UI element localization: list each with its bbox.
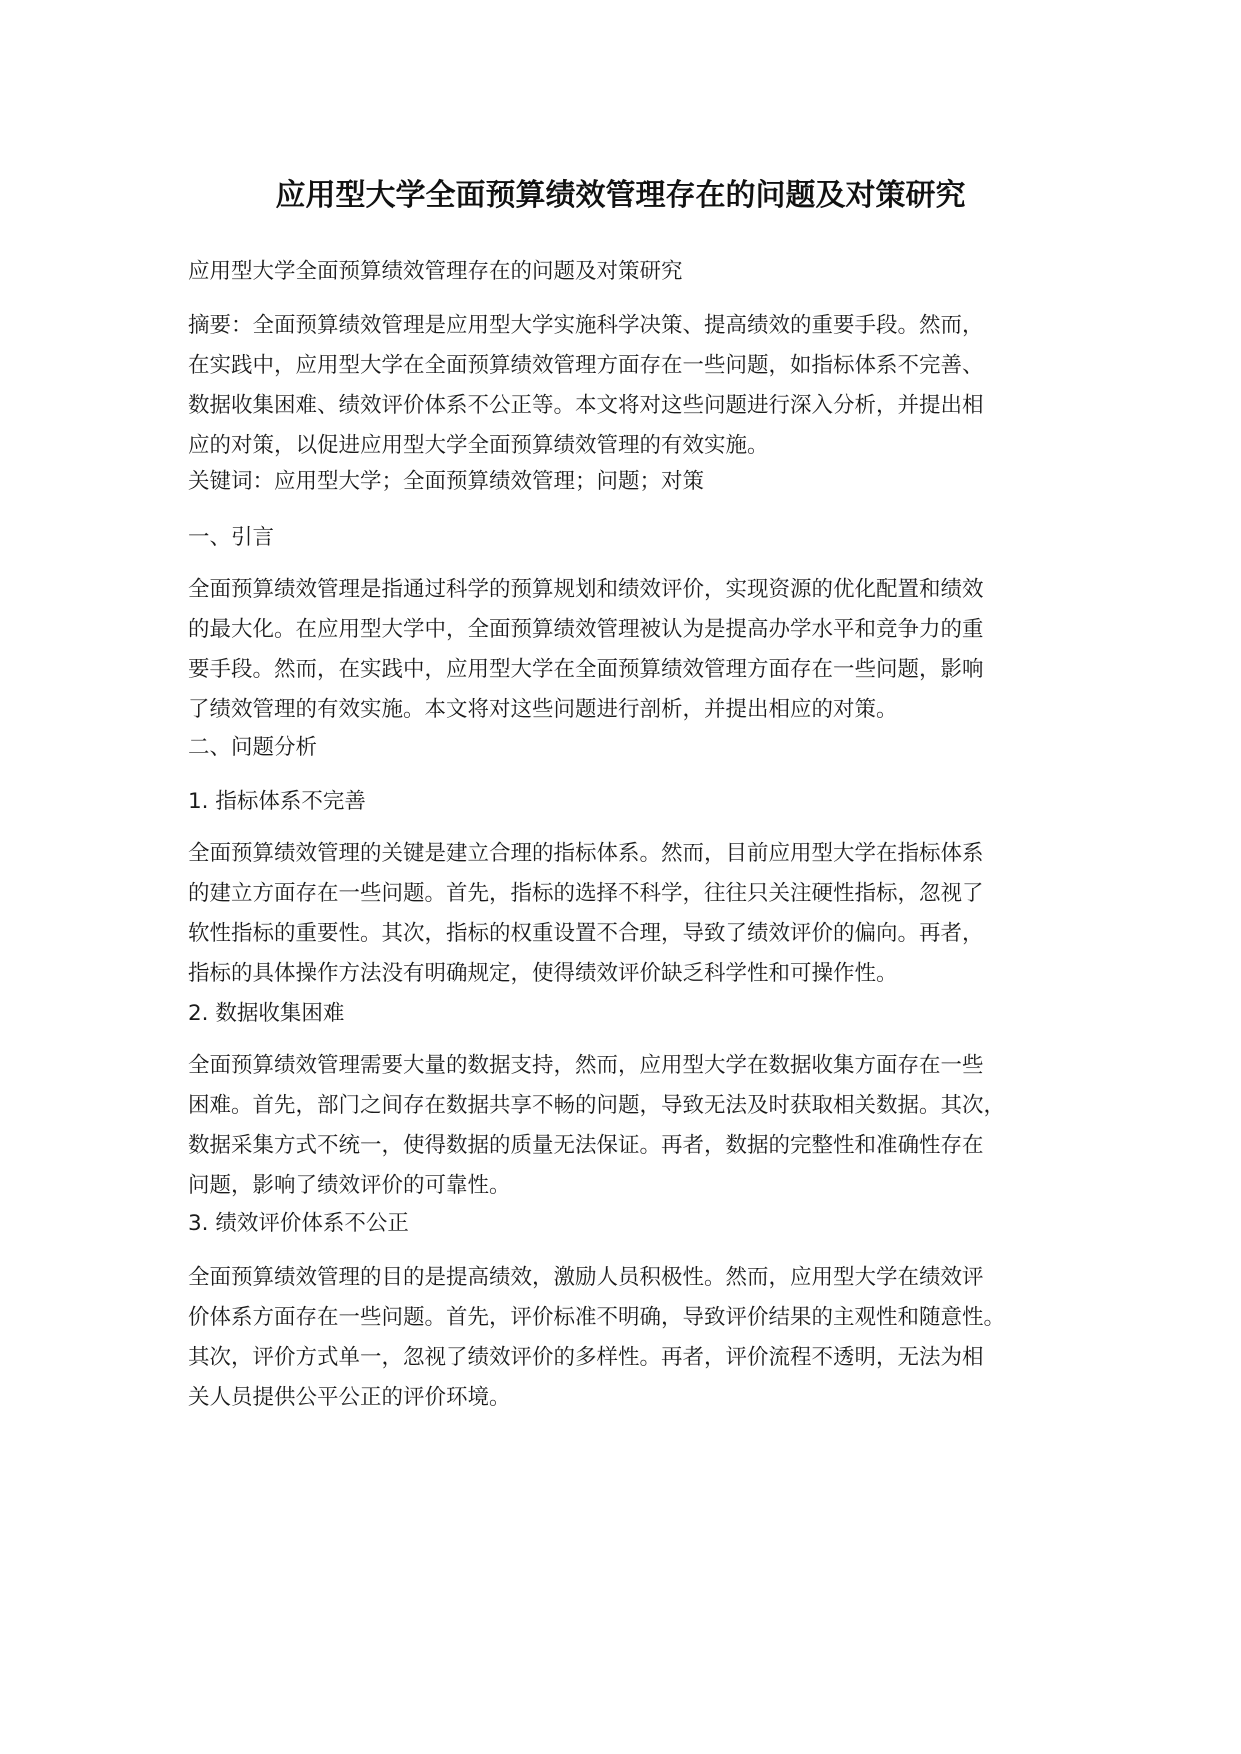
introduction-line: 了绩效管理的有效实施。本文将对这些问题进行剖析，并提出相应的对策。 bbox=[188, 697, 898, 722]
indicators-paragraph bbox=[188, 834, 1068, 994]
document-subtitle: 应用型大学全面预算绩效管理存在的问题及对策研究 bbox=[188, 259, 683, 284]
abstract-line: 摘要：全面预算绩效管理是应用型大学实施科学决策、提高绩效的重要手段。然而， bbox=[188, 313, 984, 338]
abstract-line: 在实践中，应用型大学在全面预算绩效管理方面存在一些问题，如指标体系不完善、 bbox=[188, 353, 984, 378]
subsection-heading-data-collection: 2. 数据收集困难 bbox=[188, 1001, 345, 1026]
subsection-heading-evaluation: 3. 绩效评价体系不公正 bbox=[188, 1211, 409, 1236]
introduction-line: 全面预算绩效管理是指通过科学的预算规划和绩效评价，实现资源的优化配置和绩效 bbox=[188, 577, 984, 602]
evaluation-line: 其次，评价方式单一，忽视了绩效评价的多样性。再者，评价流程不透明，无法为相 bbox=[188, 1345, 984, 1370]
evaluation-line: 关人员提供公平公正的评价环境。 bbox=[188, 1385, 511, 1410]
indicators-line: 全面预算绩效管理的关键是建立合理的指标体系。然而，目前应用型大学在指标体系 bbox=[188, 841, 984, 866]
subsection-heading-indicators: 1. 指标体系不完善 bbox=[188, 789, 366, 814]
abstract-line: 应的对策，以促进应用型大学全面预算绩效管理的有效实施。 bbox=[188, 433, 769, 458]
evaluation-line: 全面预算绩效管理的目的是提高绩效，激励人员积极性。然而，应用型大学在绩效评 bbox=[188, 1265, 984, 1290]
introduction-line: 的最大化。在应用型大学中，全面预算绩效管理被认为是提高办学水平和竞争力的重 bbox=[188, 617, 984, 642]
data-collection-line: 困难。首先，部门之间存在数据共享不畅的问题，导致无法及时获取相关数据。其次， bbox=[188, 1093, 1006, 1118]
evaluation-line: 价体系方面存在一些问题。首先，评价标准不明确，导致评价结果的主观性和随意性。 bbox=[188, 1305, 1006, 1330]
abstract-line: 数据收集困难、绩效评价体系不公正等。本文将对这些问题进行深入分析，并提出相 bbox=[188, 393, 984, 418]
section-heading-problem-analysis: 二、问题分析 bbox=[188, 735, 318, 760]
data-collection-line: 问题，影响了绩效评价的可靠性。 bbox=[188, 1173, 511, 1198]
introduction-paragraph bbox=[188, 570, 1068, 730]
abstract-paragraph bbox=[188, 306, 1068, 466]
indicators-line: 软性指标的重要性。其次，指标的权重设置不合理，导致了绩效评价的偏向。再者， bbox=[188, 921, 984, 946]
indicators-line: 指标的具体操作方法没有明确规定，使得绩效评价缺乏科学性和可操作性。 bbox=[188, 961, 898, 986]
data-collection-line: 全面预算绩效管理需要大量的数据支持，然而，应用型大学在数据收集方面存在一些 bbox=[188, 1053, 984, 1078]
data-collection-paragraph bbox=[188, 1046, 1068, 1206]
section-heading-introduction: 一、引言 bbox=[188, 525, 275, 550]
document-title: 应用型大学全面预算绩效管理存在的问题及对策研究 bbox=[275, 178, 966, 213]
evaluation-paragraph bbox=[188, 1258, 1068, 1418]
keywords-line: 关键词：应用型大学；全面预算绩效管理；问题；对策 bbox=[188, 469, 705, 494]
indicators-line: 的建立方面存在一些问题。首先，指标的选择不科学，往往只关注硬性指标，忽视了 bbox=[188, 881, 984, 906]
introduction-line: 要手段。然而，在实践中，应用型大学在全面预算绩效管理方面存在一些问题，影响 bbox=[188, 657, 984, 682]
data-collection-line: 数据采集方式不统一，使得数据的质量无法保证。再者，数据的完整性和准确性存在 bbox=[188, 1133, 984, 1158]
